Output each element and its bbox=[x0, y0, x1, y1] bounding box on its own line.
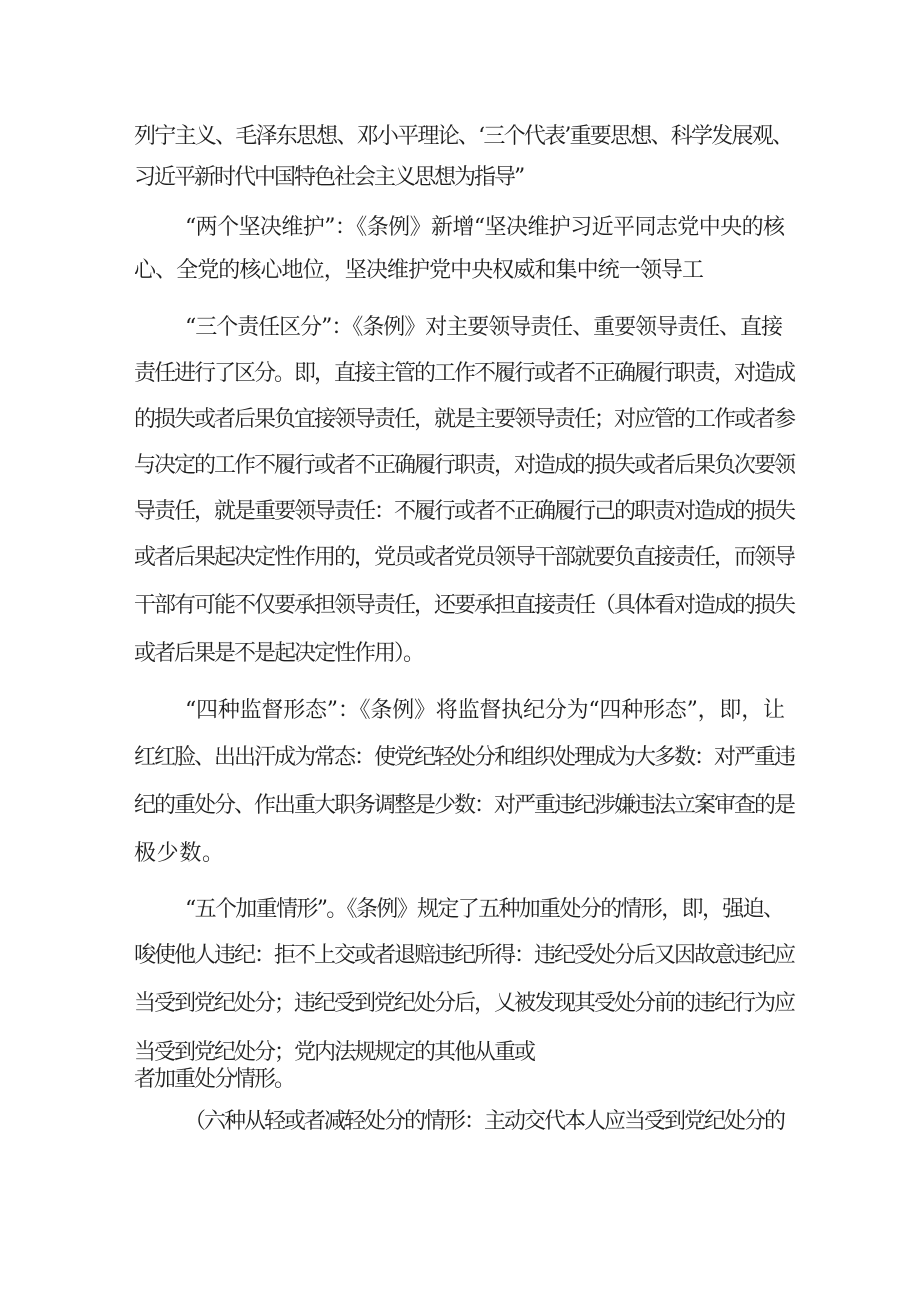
text-line: 或者后果是不是起决定性作用）。 bbox=[134, 641, 424, 666]
text-line: 纪的重处分、作出重大职务调整是少数：对严重违纪涉嫌违法立案审查的是 bbox=[134, 793, 795, 818]
text-line: 列宁主义、毛泽东思想、邓小平理论、‘三个代表’重要思想、科学发展观、 bbox=[134, 124, 793, 149]
text-line: 当受到党纪处分；党内法规规定的其他从重或 bbox=[134, 1040, 535, 1065]
text-line: 干部有可能不仅要承担领导责任，还要承担直接责任（具体看对造成的损失 bbox=[134, 593, 795, 618]
text-line: 唆使他人违纪：拒不上交或者退赔违纪所得：违纪受处分后又因故意违纪应 bbox=[134, 943, 795, 968]
text-line: （六种从轻或者减轻处分的情形：主动交代本人应当受到党纪处分的 bbox=[184, 1109, 785, 1134]
text-line: 者加重处分情形。 bbox=[134, 1067, 295, 1092]
text-line: 的损失或者后果负宜接领导责任，就是主要领导责任；对应管的工作或者参 bbox=[134, 407, 795, 432]
text-line: “五个加重情形”。《条例》规定了五种加重处分的情形，即，强迫、 bbox=[185, 897, 784, 922]
text-line: “四种监督形态”：《条例》将监督执纪分为“四种形态”，即，让 bbox=[185, 698, 785, 723]
text-line: 与决定的工作不履行或者不正确履行职责，对造成的损失或者后果负次要领 bbox=[134, 453, 795, 478]
text-line: “三个责任区分”：《条例》对主要领导责任、重要领导责任、直接 bbox=[185, 315, 782, 340]
text-line: 红红脸、出出汗成为常态：使党纪轻处分和组织处理成为大多数：对严重违 bbox=[134, 745, 795, 770]
text-line: 导责任，就是重要领导责任：不履行或者不正确履行己的职责对造成的损失 bbox=[134, 499, 795, 524]
text-line: 当受到党纪处分；违纪受到党纪处分后，乂被发现其受处分前的违纪行为应 bbox=[134, 991, 795, 1016]
text-line: “两个坚决维护”：《条例》新增“坚决维护习近平同志党中央的核 bbox=[185, 215, 785, 240]
text-line: 责任进行了区分。即，直接主管的工作不履行或者不正确履行职责，对造成 bbox=[134, 361, 795, 386]
text-line: 极少数。 bbox=[134, 841, 225, 866]
text-line: 或者后果起决定性作用的，党员或者党员领导干部就要负直接责任，而领导 bbox=[134, 545, 795, 570]
text-line: 心、全党的核心地位，坚决维护党中央权威和集中统一领导工 bbox=[134, 258, 704, 283]
text-line: 习近平新时代中国特色社会主义思想为指导” bbox=[134, 165, 524, 190]
